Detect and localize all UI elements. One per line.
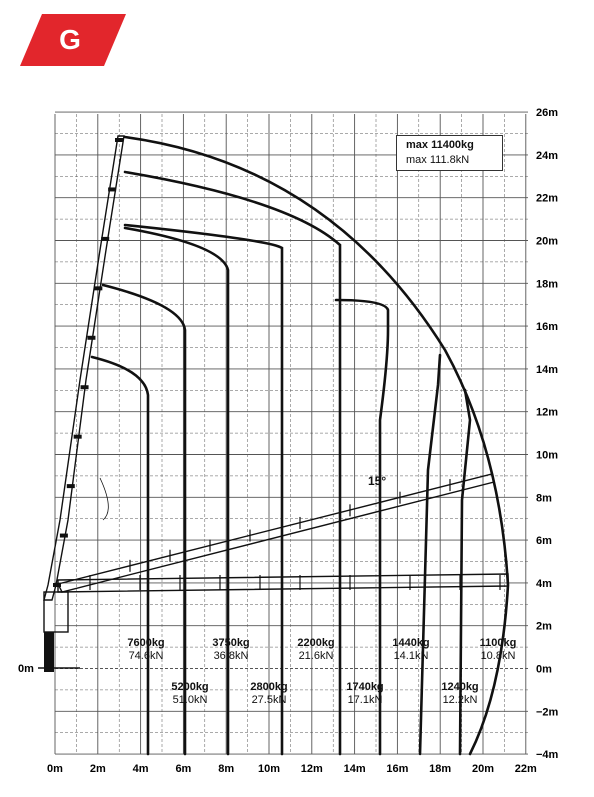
x-tick-label: 18m [429,763,452,775]
crane-drawing [38,136,508,672]
load-kg: 1740kg [346,681,384,693]
x-tick-label: 0m [47,763,63,775]
boom-angle-label: 15° [368,474,387,488]
boom-joint [74,435,82,439]
load-kg: 2800kg [250,681,288,693]
y-tick-label: −4m [536,749,559,762]
load-kg: 1440kg [392,637,430,649]
x-tick-label: 12m [300,763,323,775]
y-tick-label: 8m [536,492,552,505]
badge-letter: G [59,24,81,55]
x-tick-label: 14m [343,763,366,775]
x-tick-label: 8m [218,763,235,775]
load-kg: 3750kg [212,637,250,649]
boom-joint [115,138,123,142]
load-kn: 74.6kN [128,650,164,662]
swing-arc [100,478,108,520]
x-tick-label: 10m [257,763,281,775]
x-tick-label: 2m [89,763,106,775]
load-label [111,637,181,663]
boom-joint [87,336,95,340]
x-tick-label: 16m [386,763,409,775]
y-tick-label: 22m [536,192,559,205]
load-kn: 14.1kN [393,650,429,662]
y-tick-label: 26m [536,107,559,120]
x-tick-label: 4m [132,763,149,775]
y-tick-label: 4m [536,577,552,590]
load-label [330,681,400,707]
boom-joint [60,534,68,538]
y-tick-label: −2m [536,706,559,719]
boom-joint [67,484,75,488]
load-kn: 27.5kN [251,694,287,706]
load-kn: 17.1kN [347,694,383,706]
boom-joint [101,237,109,241]
load-label [281,637,351,663]
boom-joint [94,286,102,290]
x-tick-label: 20m [471,763,495,775]
load-curve [92,357,148,754]
crane-column [44,632,54,672]
load-kg: 2200kg [297,637,335,649]
y-tick-label: 14m [536,363,559,376]
y-tick-label: 24m [536,149,559,162]
y-zero-label: 0m [18,663,34,675]
y-tick-label: 0m [536,663,552,676]
load-label [463,637,533,663]
load-label [425,681,495,707]
load-curve [125,172,340,754]
load-label [234,681,304,707]
load-kg: 1100kg [479,637,517,649]
load-kg: 7600kg [127,637,165,649]
max-load-kg: max 11400kg [406,139,474,151]
y-tick-label: 16m [536,321,559,334]
y-tick-label: 10m [536,449,559,462]
y-tick-label: 2m [536,620,552,633]
vertical-boom [44,136,124,600]
load-kn: 12.2kN [442,694,478,706]
load-kn: 10.8kN [480,650,516,662]
x-tick-label: 6m [175,763,192,775]
load-label [376,637,446,663]
load-kn: 51.0kN [172,694,208,706]
x-tick-label: 22m [514,763,537,775]
load-label [196,637,266,663]
y-tick-label: 6m [536,535,552,548]
y-tick-label: 18m [536,278,559,291]
y-tick-label: 20m [536,235,559,248]
boom-joint [108,187,116,191]
load-kg: 5200kg [171,681,209,693]
boom-joint [81,385,89,389]
max-load-kn: max 111.8kN [406,154,470,166]
y-tick-label: 12m [536,406,559,419]
load-kg: 1240kg [441,681,479,693]
load-kn: 21.6kN [298,650,334,662]
load-label [155,681,225,707]
max-load-box [396,135,503,171]
load-kn: 36.8kN [213,650,249,662]
tick-labels [18,107,559,775]
